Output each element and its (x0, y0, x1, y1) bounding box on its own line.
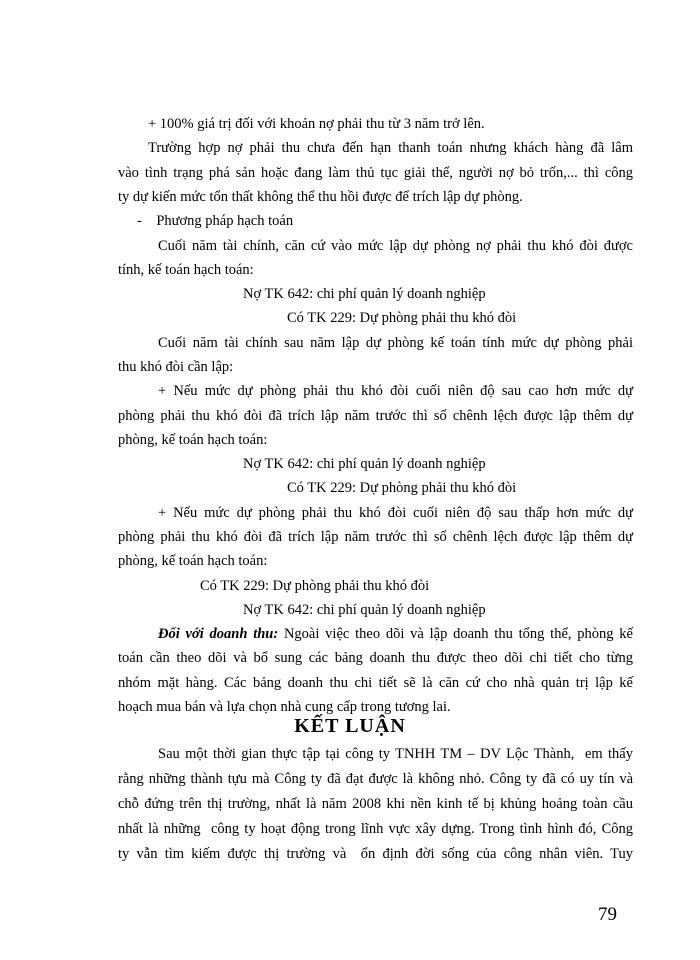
text-line: phòng phải thu khó đòi đã trích lập năm trước thì số chênh lệch được lập thêm dự (118, 408, 633, 424)
text-line: Cuối năm tài chính sau năm lập dự phòng kế toán tính mức dự phòng phải (158, 335, 633, 351)
emphasis-label: Đối với doanh thu: (158, 626, 279, 642)
accounting-entry: Nợ TK 642: chi phí quản lý doanh nghiệp (243, 602, 486, 618)
accounting-entry: Có TK 229: Dự phòng phải thu khó đòi (200, 578, 430, 594)
text-line: + Nếu mức dự phòng phải thu khó đòi cuối niên độ sau cao hơn mức dự (158, 383, 633, 399)
text-line: thu khó đòi cần lập: (118, 359, 234, 375)
text-span: Ngoài việc theo dõi và lập doanh thu tổng thể, phòng kế (278, 626, 633, 642)
text-line: rằng những thành tựu mà Công ty đã đạt được là không nhỏ. Công ty đã có uy tín và (118, 771, 633, 787)
accounting-entry: Nợ TK 642: chi phí quản lý doanh nghiệp (243, 286, 486, 302)
text-line: ty vẫn tìm kiếm được thị trường và ổn định đời sống của công nhân viên. Tuy (118, 846, 633, 862)
accounting-entry: Nợ TK 642: chi phí quản lý doanh nghiệp (243, 456, 486, 472)
text-line: + 100% giá trị đối với khoản nợ phải thu từ 3 năm trở lên. (148, 116, 485, 132)
text-line: ty dự kiến mức tổn thất không thể thu hồi được để trích lập dự phòng. (118, 189, 523, 205)
text-line (158, 625, 633, 643)
page-number: 79 (598, 904, 617, 925)
text-line: hoạch mua bán và lựa chọn nhà cung cấp trong tương lai. (118, 699, 451, 715)
text-line: tính, kế toán hạch toán: (118, 262, 254, 278)
text-line: + Nếu mức dự phòng phải thu khó đòi cuối niên độ sau thấp hơn mức dự (158, 505, 633, 521)
text-line: Sau một thời gian thực tập tại công ty TNHH TM – DV Lộc Thành, em thấy (158, 746, 633, 762)
text-line: toán cần theo dõi và bổ sung các bảng doanh thu được theo dõi chi tiết cho từng (118, 650, 633, 666)
text-line: nhóm mặt hàng. Các bảng doanh thu chi tiết sẽ là căn cứ cho nhà quản trị lập kế (118, 675, 633, 691)
accounting-entry: Có TK 229: Dự phòng phải thu khó đòi (287, 480, 517, 496)
text-line: vào tình trạng phá sản hoặc đang làm thủ tục giải thể, người nợ bỏ trốn,... thì công (118, 165, 633, 181)
text-line: phòng, kế toán hạch toán: (118, 432, 268, 448)
text-line: Trường hợp nợ phải thu chưa đến hạn thanh toán nhưng khách hàng đã lâm (148, 140, 633, 156)
text-line: - Phương pháp hạch toán (137, 213, 294, 229)
text-line: chỗ đứng trên thị trường, nhất là năm 2008 khi nền kinh tế bị khủng hoảng toàn cầu (118, 796, 633, 812)
text-line: phòng phải thu khó đòi đã trích lập năm trước thì số chênh lệch được lập thêm dự (118, 529, 633, 545)
text-line: nhất là những công ty hoạt động trong lĩnh vực xây dựng. Trong tình hình đó, Công (118, 821, 633, 837)
text-line: phòng, kế toán hạch toán: (118, 553, 268, 569)
accounting-entry: Có TK 229: Dự phòng phải thu khó đòi (287, 310, 517, 326)
section-heading: KẾT LUẬN (294, 715, 406, 737)
text-line: Cuối năm tài chính, căn cứ vào mức lập dự phòng nợ phải thu khó đòi được (158, 238, 633, 254)
